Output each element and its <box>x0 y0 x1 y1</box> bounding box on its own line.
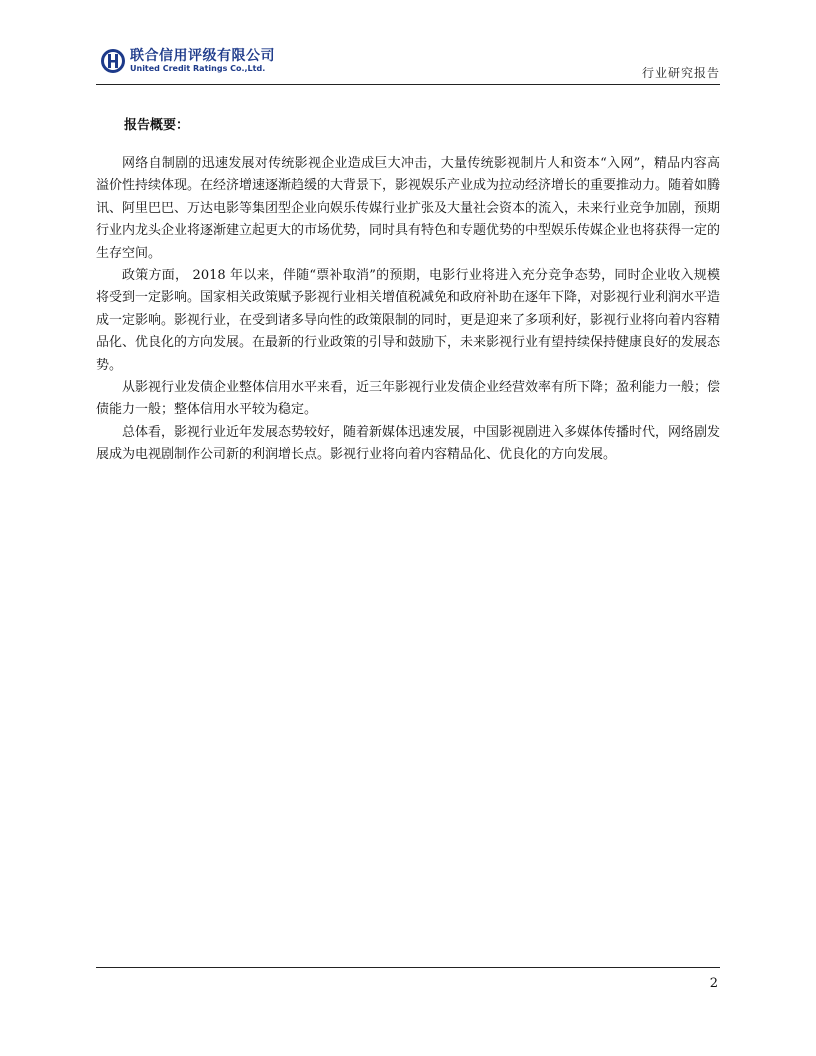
page-footer <box>96 967 720 991</box>
company-logo-icon <box>100 48 126 74</box>
paragraph: 总体看，影视行业近年发展态势较好，随着新媒体迅速发展，中国影视剧进入多媒体传播时代，网络剧发展成为电视剧制作公司新的利润增长点。影视行业将向着内容精品化、优良化的方向发展。 <box>96 424 721 463</box>
section-title: 报告概要： <box>124 118 190 133</box>
company-logo <box>100 48 275 74</box>
report-type-label: 行业研究报告 <box>641 66 720 80</box>
report-summary <box>96 114 720 467</box>
paragraph: 网络自制剧的迅速发展对传统影视企业造成巨大冲击，大量传统影视制片人和资本“入网”，精品内容高溢价性持续体现。在经济增速逐渐趋缓的大背景下，影视娱乐产业成为拉动经济增长的重要推动力。随着如腾讯、阿里巴巴、万达电影等集团型企业向娱乐传媒行业扩张及大量社会资本的流入，未来行业竞争加剧，预期行业内龙头企业将逐渐建立起更大的市场优势，同时具有特色和专题优势的中型娱乐传媒企业也将获得一定的生存空间。 <box>96 156 721 261</box>
paragraph: 从影视行业发债企业整体信用水平来看，近三年影视行业发债企业经营效率有所下降；盈利能力一般；偿债能力一般；整体信用水平较为稳定。 <box>96 380 721 418</box>
logo-chinese-name: 联合信用评级有限公司 <box>130 48 275 64</box>
page-number: 2 <box>709 976 718 991</box>
page-header <box>96 48 720 85</box>
logo-english-name: United Credit Ratings Co.,Ltd. <box>130 64 266 73</box>
paragraph: 政策方面， 2018 年以来，伴随“票补取消”的预期，电影行业将进入充分竞争态势，同时企业收入规模将受到一定影响。国家相关政策赋予影视行业相关增值税减免和政府补助在逐年下降，对影视行业利润水平造成一定影响。影视行业，在受到诸多导向性的政策限制的同时，更是迎来了多项利好，影视行业将向着内容精品化、优良化的方向发展。在最新的行业政策的引导和鼓励下，未来影视行业有望持续保持健康良好的发展态势。 <box>96 268 721 373</box>
